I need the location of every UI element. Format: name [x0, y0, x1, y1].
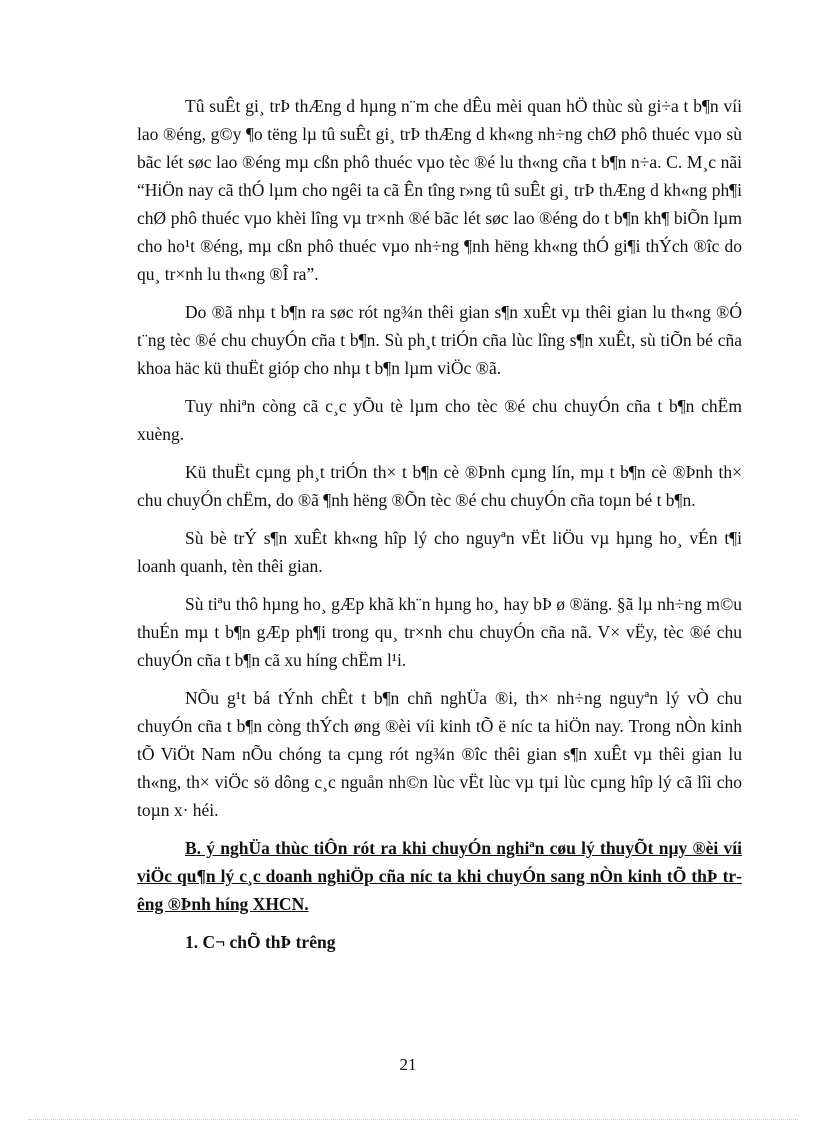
paragraph-2: Do ®ã nhµ t b¶n ra søc rót ng¾n thêi gian s¶n xuÊt vµ thêi gian lu th«ng ®Ó t¨ng tèc ®é chu chuyÓn cña t b¶n. Sù ph¸t triÓn cña lùc lîng s¶n xuÊt, sù tiÕn bé cña khoa häc kü thuËt gióp cho nhµ t b¶n lµm viÖc ®ã.	[137, 302, 742, 378]
page-number: 21	[399, 1055, 417, 1074]
paragraph-3: Tuy nhiªn còng cã c¸c yÕu tè lµm cho tèc ®é chu chuyÓn cña t b¶n chËm xuèng.	[137, 396, 742, 444]
paragraph-5: Sù bè trÝ s¶n xuÊt kh«ng hîp lý cho nguyªn vËt liÖu vµ hµng ho¸ vÉn t¶i loanh quanh, tèn thêi gian.	[137, 528, 742, 576]
body-text	[137, 92, 742, 956]
subsection-heading-1: 1. C¬ chÕ thÞ trêng	[185, 932, 336, 952]
section-heading-b: B. ý nghÜa thùc tiÔn rót ra khi chuyÓn nghiªn cøu lý thuyÕt nµy ®èi víi viÖc qu¶n lý c¸c doanh nghiÖp cña níc ta khi chuyÓn sang nÒn kinh tÕ thÞ trêng ®Þnh híng XHCN.	[137, 838, 742, 914]
paragraph-6: Sù tiªu thô hµng ho¸ gÆp khã kh¨n hµng ho¸ hay bÞ ø ®äng. §ã lµ nh÷ng m©u thuÉn mµ t b¶n gÆp ph¶i trong qu¸ tr×nh chu chuyÓn cña nã. V× vËy, tèc ®é chu chuyÓn cña t b¶n cã xu híng chËm l¹i.	[137, 594, 742, 670]
paragraph-1: Tû suÊt gi¸ trÞ thÆng d hµng n¨m che dÊu mèi quan hÖ thùc sù gi÷a t b¶n víi lao ®éng, g©y ¶o tëng lµ tû suÊt gi¸ trÞ thÆng d kh«ng nh÷ng chØ phô thuéc vµo sù bãc lét søc lao ®éng mµ cßn phô thuéc vµo tèc ®é lu th«ng cña t b¶n n÷a. C. M¸c nãi “HiÖn nay cã thÓ lµm cho ngêi ta cã Ên tîng r»ng tû suÊt gi¸ trÞ thÆng d kh«ng ph¶i chØ phô thuéc vµo khèi lîng vµ tr×nh ®é bãc lét søc lao ®éng do t b¶n kh¶ biÕn lµm cho ho¹t ®éng, mµ cßn phô thuéc vµo nh÷ng ¶nh hëng kh«ng thÓ gi¶i thÝch ®îc do qu¸ tr×nh lu th«ng ®Î ra”.	[137, 96, 742, 284]
paragraph-7: NÕu g¹t bá tÝnh chÊt t b¶n chñ nghÜa ®i, th× nh÷ng nguyªn lý vÒ chu chuyÓn cña t b¶n còng thÝch øng ®èi víi kinh tÕ ë níc ta hiÖn nay. Trong nÒn kinh tÕ ViÖt Nam nÕu chóng ta cµng rót ng¾n ®îc thêi gian s¶n xuÊt vµ thêi gian lu th«ng, th× viÖc sö dông c¸c nguån nh©n lùc vËt lùc vµ tµi lùc cµng hîp lý cã lîi cho toµn x· héi.	[137, 688, 742, 820]
paragraph-4: Kü thuËt cµng ph¸t triÓn th× t b¶n cè ®Þnh cµng lín, mµ t b¶n cè ®Þnh th× chu chuyÓn chËm, do ®ã ¶nh hëng ®Õn tèc ®é chu chuyÓn cña toµn bé t b¶n.	[137, 462, 742, 510]
page-bottom-divider	[28, 1119, 798, 1120]
